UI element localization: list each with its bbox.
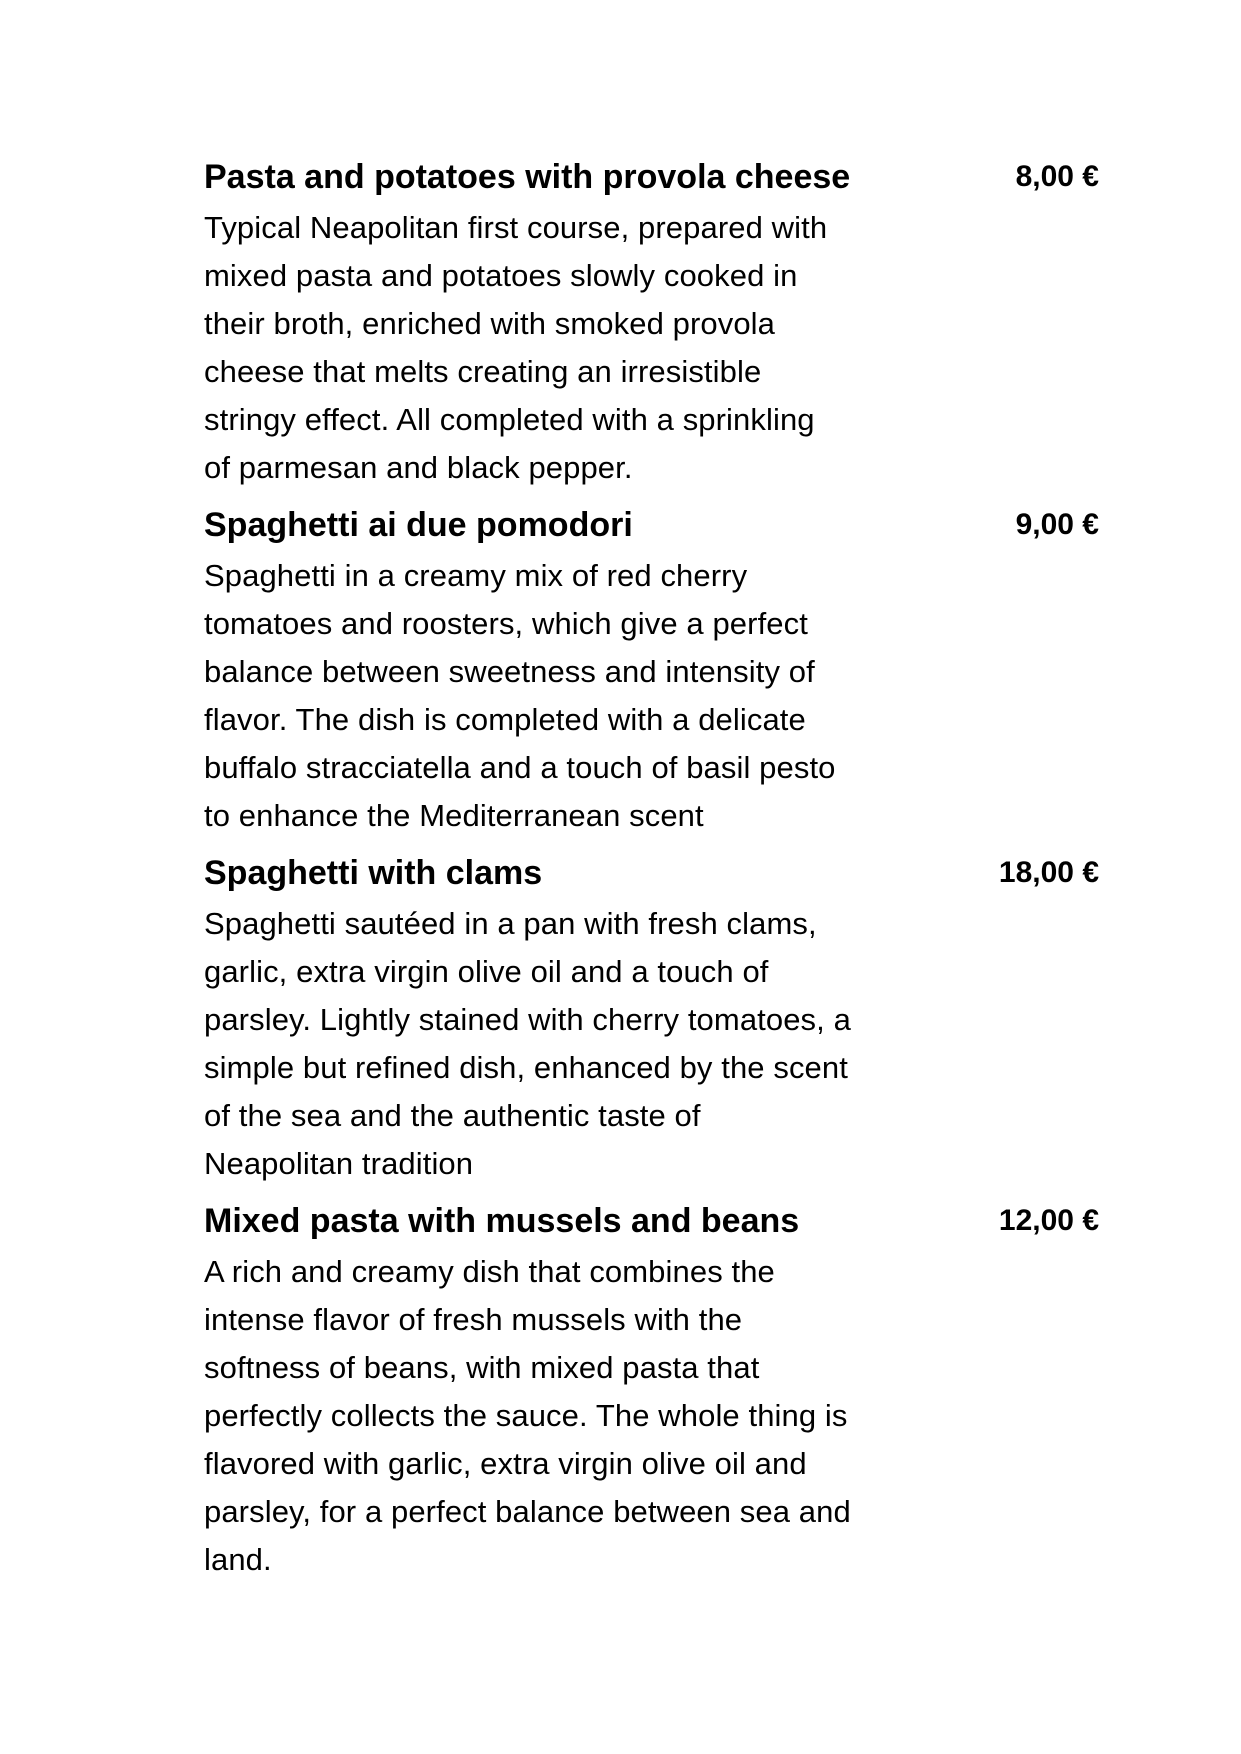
menu-item xyxy=(204,1194,1099,1584)
description-line: tomatoes and roosters, which give a perfect xyxy=(204,606,808,641)
dish-description xyxy=(204,204,944,492)
description-line: perfectly collects the sauce. The whole thing is xyxy=(204,1398,848,1433)
description-line: of the sea and the authentic taste of xyxy=(204,1098,701,1133)
menu-item-header xyxy=(204,150,1099,204)
dish-price: 9,00 € xyxy=(1015,508,1099,541)
dish-name: Spaghetti ai due pomodori xyxy=(204,506,633,544)
description-line: Neapolitan tradition xyxy=(204,1146,474,1181)
menu-item xyxy=(204,150,1099,492)
description-line: simple but refined dish, enhanced by the scent xyxy=(204,1050,848,1085)
dish-name: Mixed pasta with mussels and beans xyxy=(204,1202,800,1240)
description-line: land. xyxy=(204,1542,272,1577)
description-line: Typical Neapolitan first course, prepared with xyxy=(204,210,828,245)
description-line: flavor. The dish is completed with a delicate xyxy=(204,702,806,737)
menu-list xyxy=(204,150,1099,1584)
description-line: Spaghetti sautéed in a pan with fresh clams, xyxy=(204,906,817,941)
dish-price: 18,00 € xyxy=(998,856,1099,889)
description-line: of parmesan and black pepper. xyxy=(204,450,633,485)
dish-description xyxy=(204,1248,944,1584)
description-line: parsley. Lightly stained with cherry tomatoes, a xyxy=(204,1002,851,1037)
description-line: mixed pasta and potatoes slowly cooked in xyxy=(204,258,798,293)
description-line: balance between sweetness and intensity of xyxy=(204,654,815,689)
description-line: softness of beans, with mixed pasta that xyxy=(204,1350,760,1385)
description-line: garlic, extra virgin olive oil and a touch of xyxy=(204,954,769,989)
dish-description xyxy=(204,552,944,840)
dish-name: Pasta and potatoes with provola cheese xyxy=(204,158,851,196)
description-line: intense flavor of fresh mussels with the xyxy=(204,1302,743,1337)
description-line: A rich and creamy dish that combines the xyxy=(204,1254,775,1289)
description-line: to enhance the Mediterranean scent xyxy=(204,798,704,833)
description-line: stringy effect. All completed with a sprinkling xyxy=(204,402,815,437)
description-line: Spaghetti in a creamy mix of red cherry xyxy=(204,558,748,593)
dish-name: Spaghetti with clams xyxy=(204,854,543,892)
description-line: buffalo stracciatella and a touch of basil pesto xyxy=(204,750,836,785)
description-line: flavored with garlic, extra virgin olive oil and xyxy=(204,1446,807,1481)
dish-description xyxy=(204,900,944,1188)
description-line: parsley, for a perfect balance between sea and xyxy=(204,1494,851,1529)
dish-price: 12,00 € xyxy=(998,1204,1099,1237)
menu-item-header xyxy=(204,498,1099,552)
description-line: their broth, enriched with smoked provola xyxy=(204,306,775,341)
description-line: cheese that melts creating an irresistible xyxy=(204,354,762,389)
menu-item-header xyxy=(204,1194,1099,1248)
dish-price: 8,00 € xyxy=(1015,160,1099,193)
menu-item-header xyxy=(204,846,1099,900)
menu-item xyxy=(204,846,1099,1188)
menu-item xyxy=(204,498,1099,840)
